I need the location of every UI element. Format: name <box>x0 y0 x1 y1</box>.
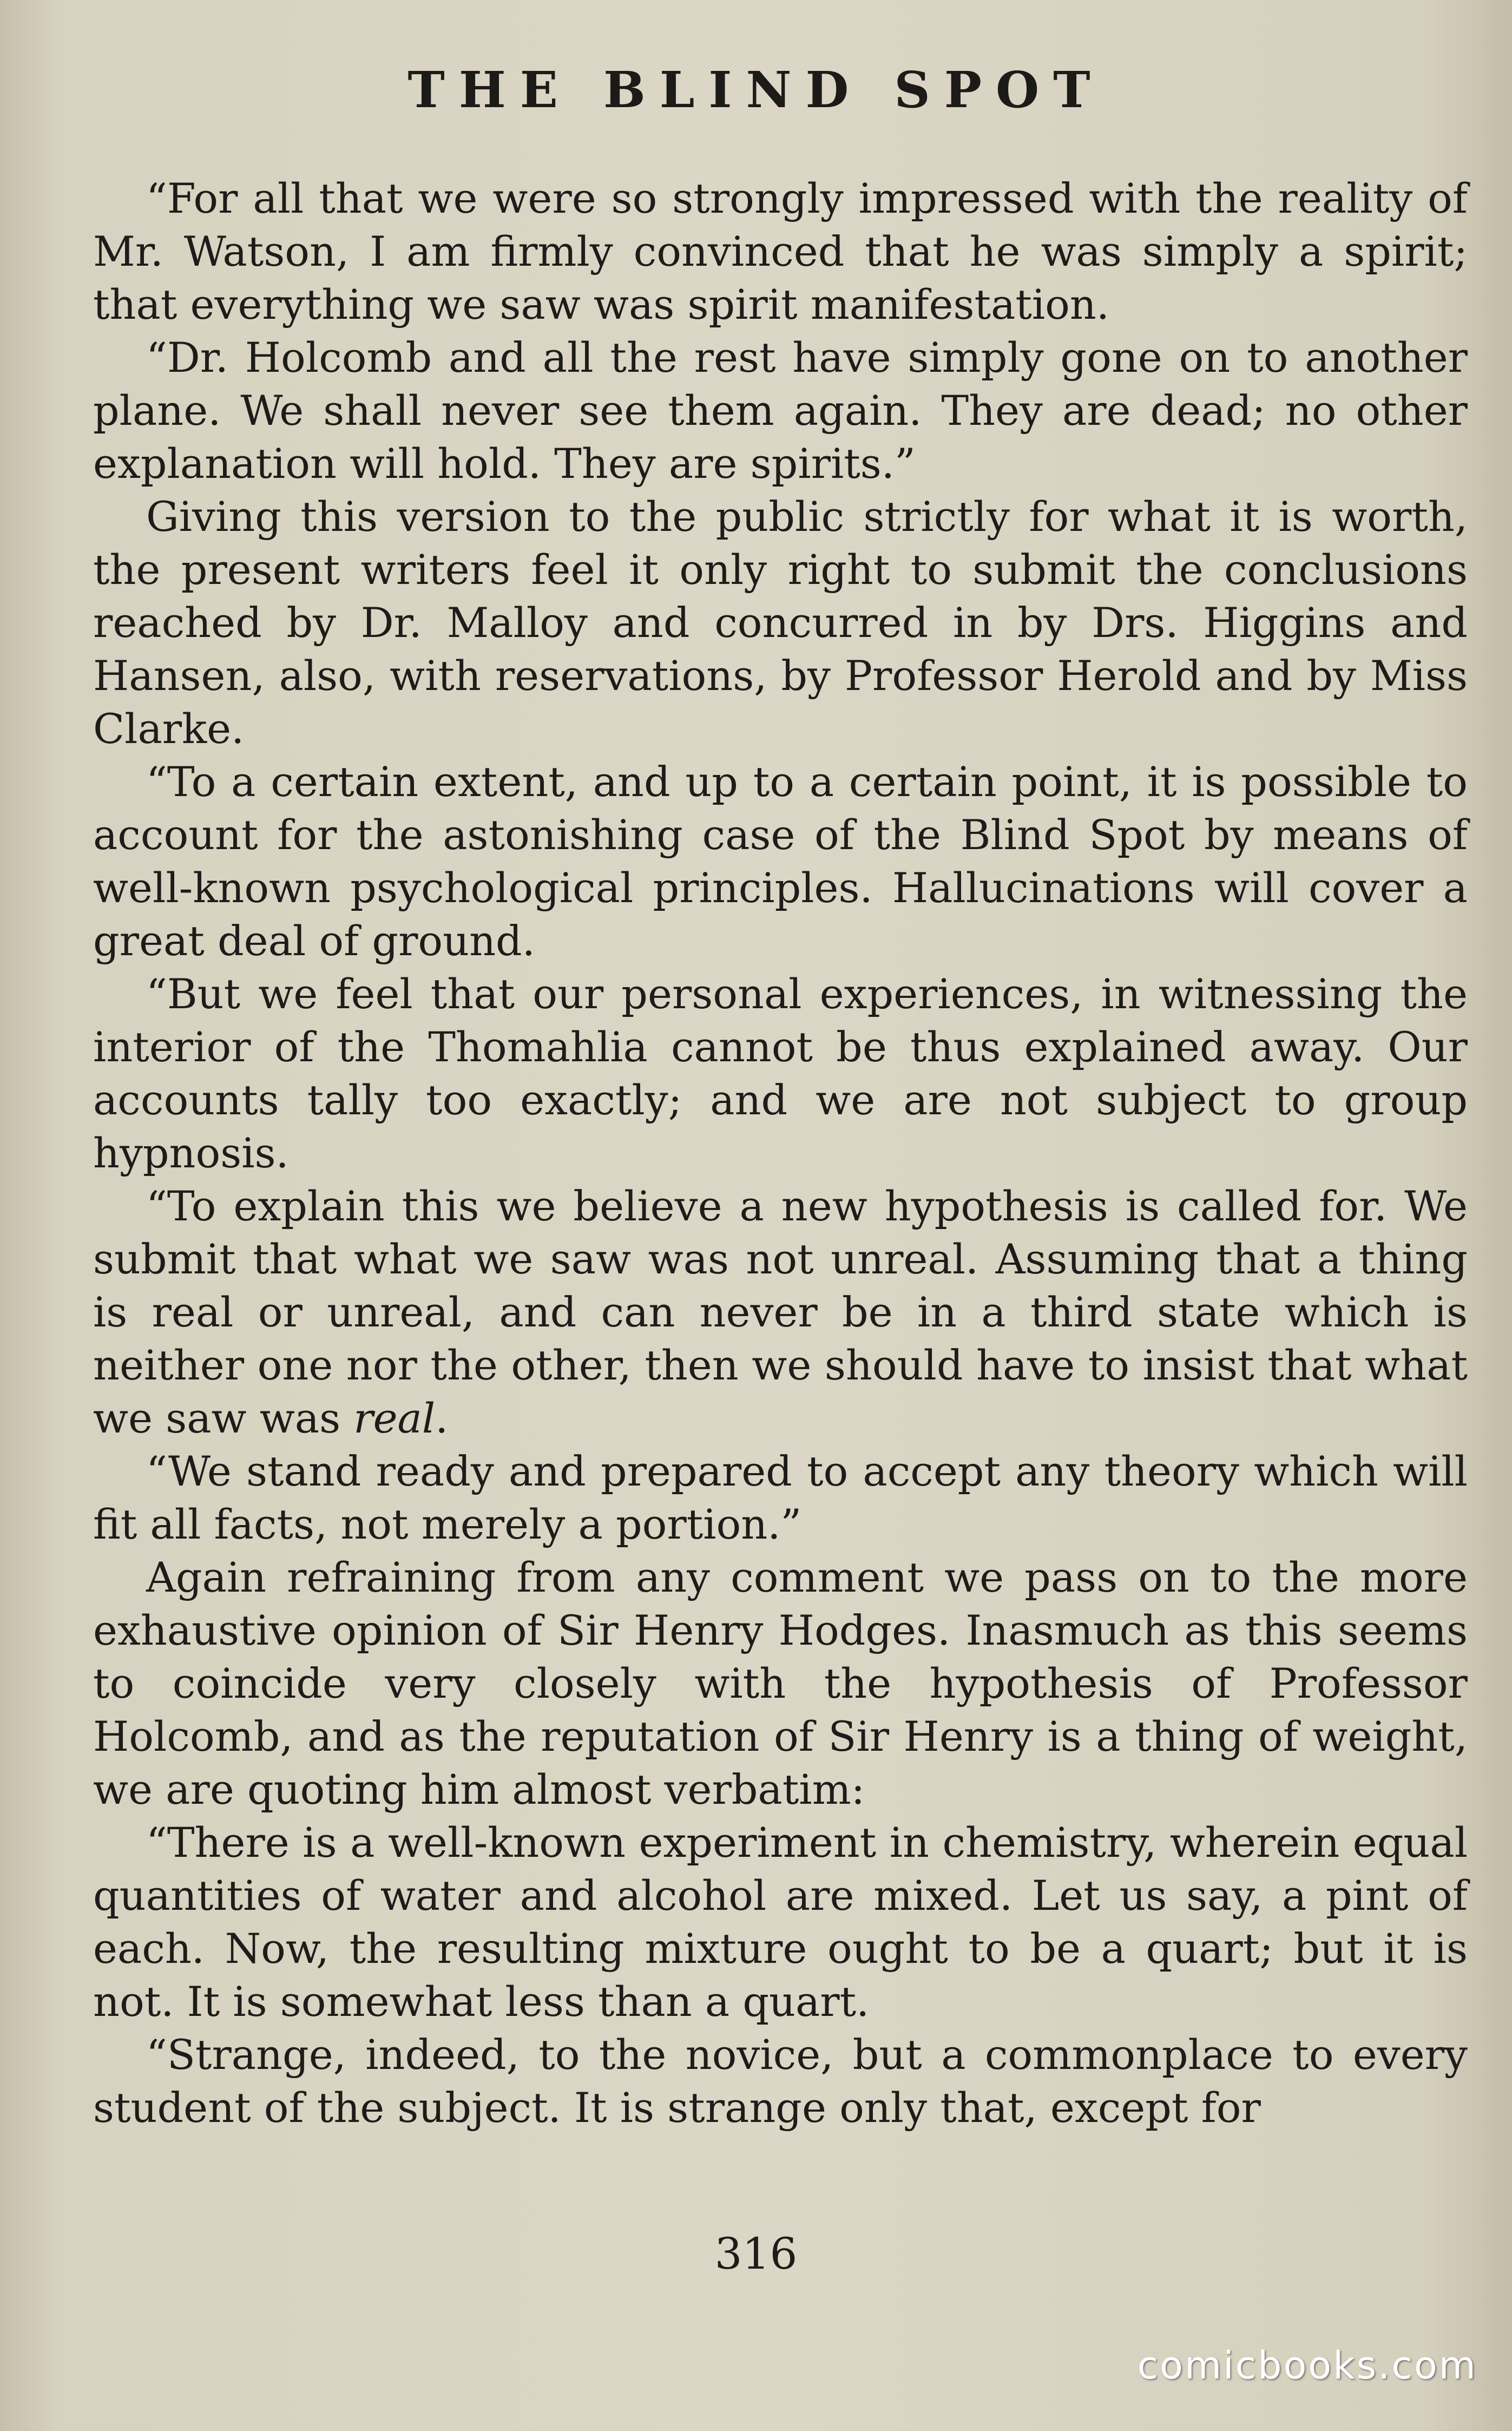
paragraph <box>93 1180 1468 1445</box>
paragraph-text-end: . <box>435 1394 449 1442</box>
paragraph: Again refraining from any comment we pass on to the more exhaustive opinion of Sir Henry Hodges. Inasmuch as this seems to coincide very closely with the hypothesis of Professor Holcomb, and as the reputation of Sir Henry is a thing of weight, we are quoting him almost verbatim: <box>93 1553 1468 1814</box>
paragraph: “Strange, indeed, to the novice, but a commonplace to every student of the subject. It is strange only that, except for <box>93 2031 1468 2132</box>
paragraph: “But we feel that our personal experiences, in witnessing the interior of the Thomahlia cannot be thus explained away. Our accounts tally too exactly; and we are not subject to group hypnosis. <box>93 970 1468 1177</box>
body-text <box>93 172 1468 2134</box>
paragraph: Giving this version to the public strictly for what it is worth, the present writers feel it only right to submit the conclusions reached by Dr. Malloy and concurred in by Drs. Higgins and Hansen, also, with reservations, by Professor Herold and by Miss Clarke. <box>93 492 1468 753</box>
emphasized-word: real <box>353 1394 436 1442</box>
paragraph: “For all that we were so strongly impressed with the reality of Mr. Watson, I am firmly convinced that he was simply a spirit; that everything we saw was spirit manifestation. <box>93 174 1468 328</box>
running-header: THE BLIND SPOT <box>407 61 1105 119</box>
paragraph: “To a certain extent, and up to a certain point, it is possible to account for the astonishing case of the Blind Spot by means of well-known psychological principles. Hallucinations will cover a great deal of ground. <box>93 758 1468 965</box>
paragraph: “We stand ready and prepared to accept any theory which will fit all facts, not merely a portion.” <box>93 1447 1468 1548</box>
page-number: 316 <box>714 2229 798 2279</box>
watermark: comicbooks.com <box>1137 2343 1477 2388</box>
paragraph: “There is a well-known experiment in chemistry, wherein equal quantities of water and alcohol are mixed. Let us say, a pint of each. Now, the resulting mixture ought to be a quart; but it is not. It is somewhat less than a quart. <box>93 1818 1468 2026</box>
paragraph: “Dr. Holcomb and all the rest have simply gone on to another plane. We shall never see them again. They are dead; no other explanation will hold. They are spirits.” <box>93 333 1468 488</box>
paragraph-text: “To explain this we believe a new hypothesis is called for. We submit that what we saw was not unreal. Assuming that a thing is real or unreal, and can never be in a third state which is neither one nor the other, then we should have to insist that what we saw was <box>93 1182 1468 1442</box>
